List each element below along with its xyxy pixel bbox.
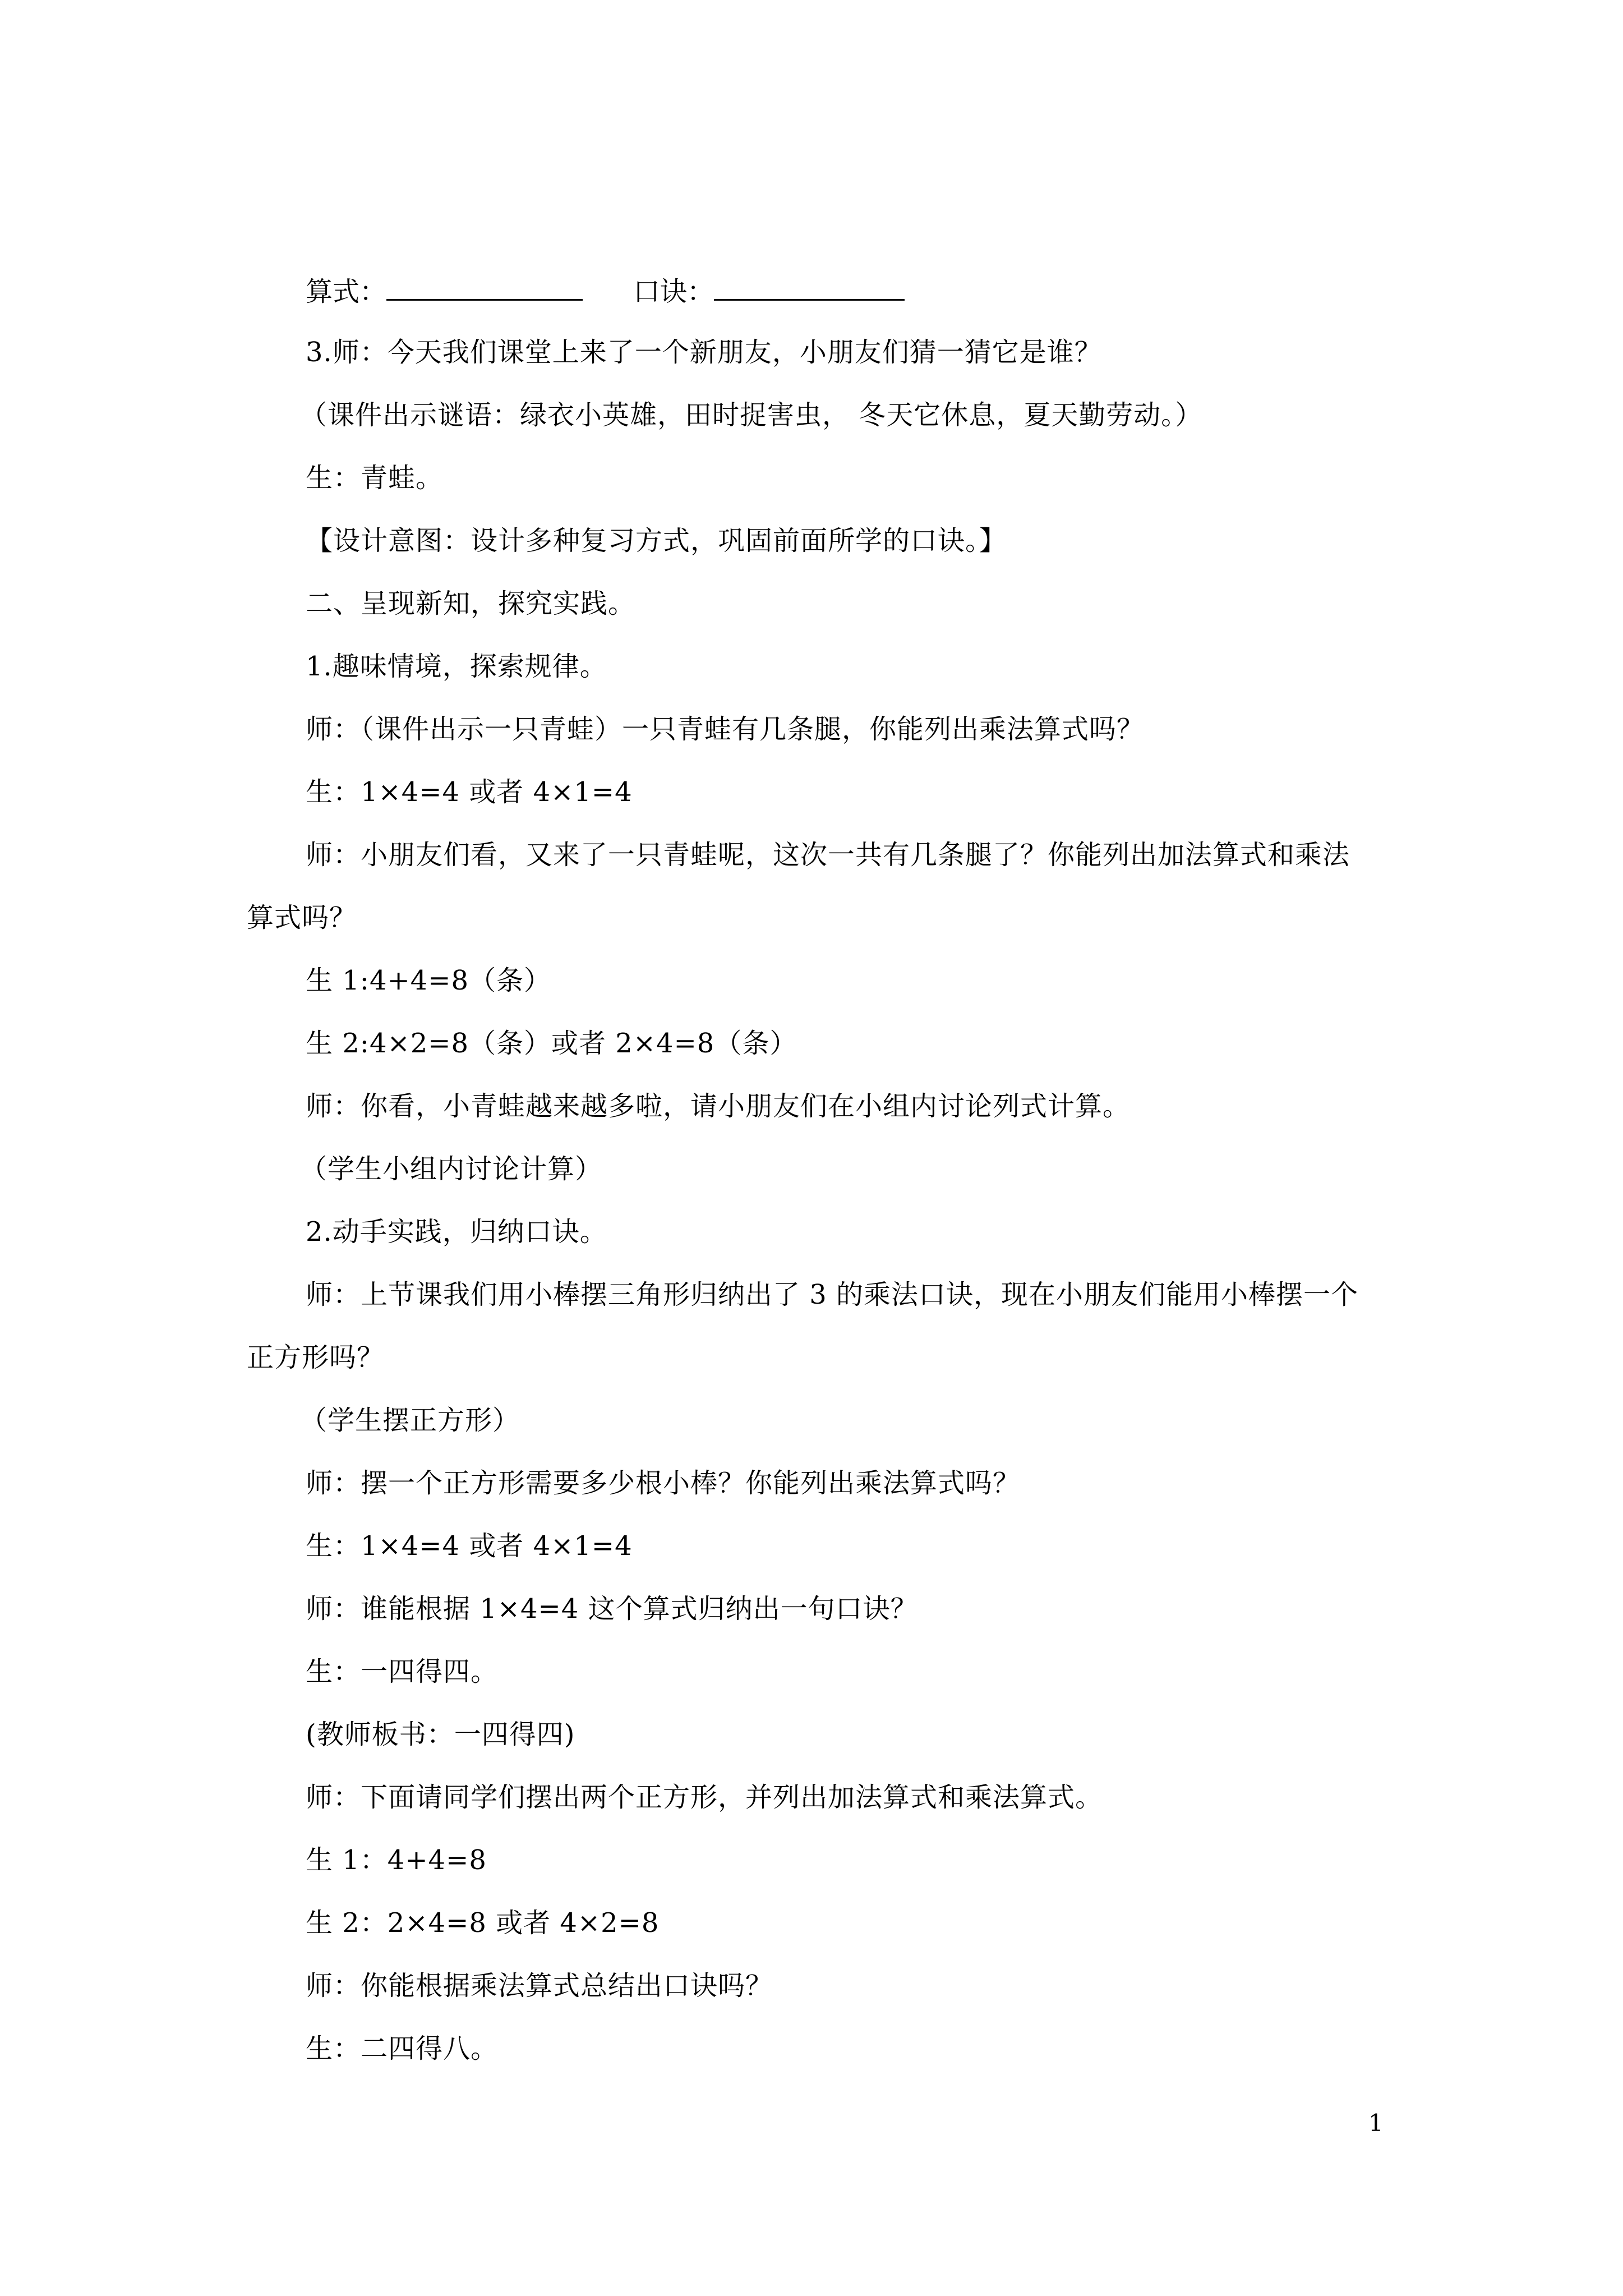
paragraph: 生 2:4×2=8（条）或者 2×4=8（条） xyxy=(306,1028,797,1059)
paragraph: 师：（课件出示一只青蛙）一只青蛙有几条腿，你能列出乘法算式吗？ xyxy=(306,714,1145,745)
paragraph-teacher-intro: 3.师：今天我们课堂上来了一个新朋友，小朋友们猜一猜它是谁？ xyxy=(306,337,1102,368)
paragraph: 生：一四得四。 xyxy=(306,1656,499,1687)
paragraph-student-answer: 生：青蛙。 xyxy=(306,462,444,494)
formula-answer-row xyxy=(306,275,905,309)
mnemonic-label: 口诀： xyxy=(633,276,714,307)
paragraph: 师：你看，小青蛙越来越多啦，请小朋友们在小组内讨论列式计算。 xyxy=(306,1091,1131,1122)
paragraph: 生 2：2×4=8 或者 4×2=8 xyxy=(306,1907,660,1939)
formula-blank xyxy=(386,277,583,301)
subsection-heading: 2.动手实践，归纳口诀。 xyxy=(306,1216,607,1248)
paragraph: 师：摆一个正方形需要多少根小棒？你能列出乘法算式吗？ xyxy=(306,1467,1021,1499)
paragraph-continuation: 算式吗？ xyxy=(247,902,357,933)
paragraph: 师：小朋友们看，又来了一只青蛙呢，这次一共有几条腿了？你能列出加法算式和乘法 xyxy=(306,839,1350,871)
paragraph-design-intent: 【设计意图：设计多种复习方式，巩固前面所学的口诀。】 xyxy=(306,525,1007,556)
paragraph: 师：你能根据乘法算式总结出口诀吗？ xyxy=(306,1970,773,2001)
paragraph: 师：下面请同学们摆出两个正方形，并列出加法算式和乘法算式。 xyxy=(306,1782,1103,1813)
paragraph-continuation: 正方形吗？ xyxy=(247,1342,385,1373)
paragraph: 师：上节课我们用小棒摆三角形归纳出了 3 的乘法口诀，现在小朋友们能用小棒摆一个 xyxy=(306,1279,1359,1310)
paragraph: (教师板书：一四得四) xyxy=(306,1719,575,1750)
paragraph: （学生摆正方形） xyxy=(300,1405,520,1436)
formula-label: 算式： xyxy=(306,276,387,307)
paragraph: 生 1:4+4=8（条） xyxy=(306,965,552,996)
subsection-heading: 1.趣味情境，探索规律。 xyxy=(306,651,607,682)
paragraph: 师：谁能根据 1×4=4 这个算式归纳出一句口诀？ xyxy=(306,1593,918,1625)
section-heading: 二、呈现新知，探究实践。 xyxy=(306,588,636,619)
mnemonic-blank xyxy=(714,277,905,301)
paragraph: 生：1×4=4 或者 4×1=4 xyxy=(306,1530,633,1562)
paragraph: 生：1×4=4 或者 4×1=4 xyxy=(306,776,633,808)
page-number: 1 xyxy=(1368,2109,1384,2137)
paragraph: 生 1：4+4=8 xyxy=(306,1844,487,1876)
paragraph: 生：二四得八。 xyxy=(306,2033,499,2064)
paragraph: （学生小组内讨论计算） xyxy=(300,1153,603,1185)
paragraph-riddle: （课件出示谜语：绿衣小英雄，田时捉害虫， 冬天它休息，夏天勤劳动。） xyxy=(300,399,1203,431)
